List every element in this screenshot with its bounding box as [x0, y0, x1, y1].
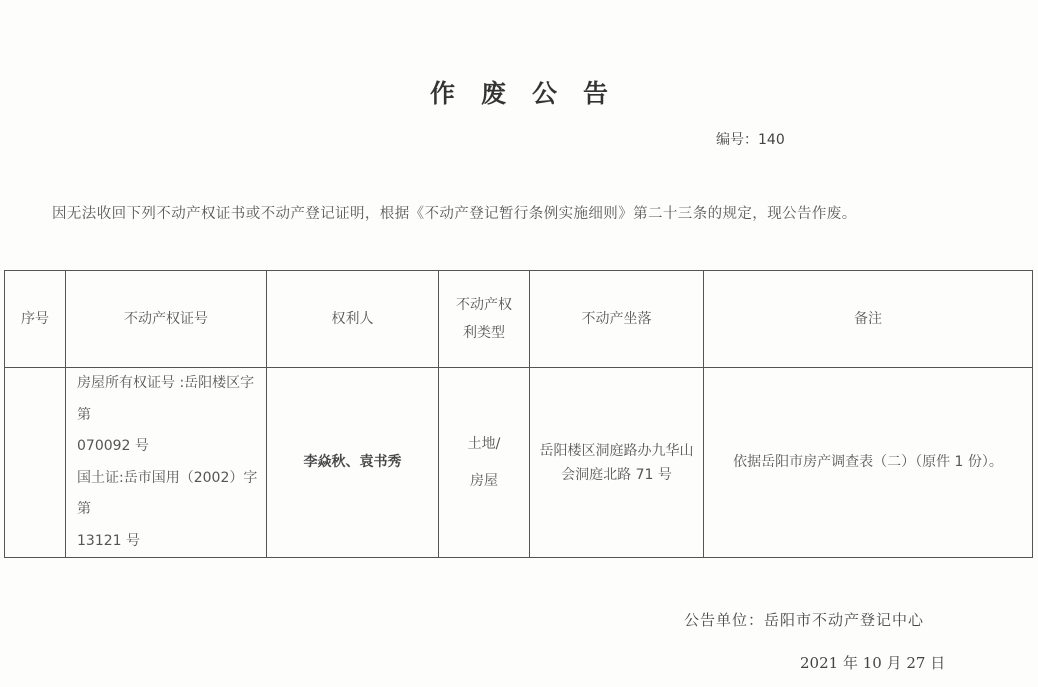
table-header-row [5, 271, 1033, 368]
cell-owner: 李焱秋、袁书秀 [267, 368, 439, 558]
cell-remark: 依据岳阳市房产调查表（二）（原件 1 份）。 [704, 368, 1033, 558]
cert-line: 房屋所有权证号 :岳阳楼区字第 [77, 375, 255, 423]
cell-location [530, 368, 704, 558]
header-location: 不动产坐落 [530, 271, 704, 368]
cell-seq [5, 368, 66, 558]
document-number-value: 140 [758, 132, 785, 148]
header-seq: 序号 [5, 271, 66, 368]
right-type-line: 土地/ [467, 436, 501, 453]
intro-paragraph: 因无法收回下列不动产权证书或不动产登记证明，根据《不动产登记暂行条例实施细则》第二十三条的规定，现公告作废。 [52, 206, 857, 222]
header-cert-no: 不动产权证号 [66, 271, 267, 368]
issuing-unit: 公告单位：岳阳市不动产登记中心 [684, 611, 925, 629]
cell-cert-no [66, 368, 267, 558]
document-number [716, 129, 785, 149]
cert-line: 070092 号 [77, 438, 149, 454]
header-right-type-line2: 利类型 [463, 325, 505, 341]
certificate-table [4, 270, 1033, 558]
header-right-type [439, 271, 530, 368]
header-remark: 备注 [704, 271, 1033, 368]
document-number-label: 编号： [716, 132, 758, 148]
cert-line: 国土证:岳市国用（2002）字第 [77, 469, 258, 517]
cert-line: 13121 号 [77, 532, 140, 549]
location-line: 会洞庭北路 71 号 [561, 466, 672, 483]
header-right-type-line1: 不动产权 [456, 297, 512, 313]
right-type-line: 房屋 [470, 472, 498, 489]
location-line: 岳阳楼区洞庭路办九华山 [539, 442, 694, 459]
issue-date: 2021 年 10 月 27 日 [800, 654, 946, 672]
cell-right-type [439, 368, 530, 558]
page-title: 作废公告 [429, 79, 634, 108]
table-row [5, 368, 1033, 558]
header-owner: 权利人 [267, 271, 439, 368]
